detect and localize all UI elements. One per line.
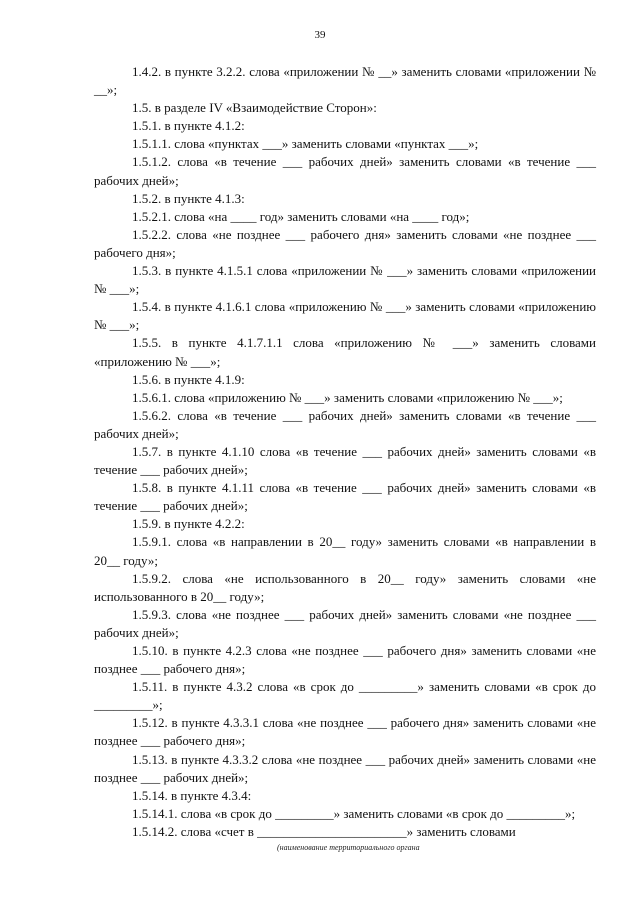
paragraph-1-5-1-2: 1.5.1.2. слова «в течение ___ рабочих дней» заменить словами «в течение ___ рабочих дней»; [94,154,600,188]
paragraph-1-5-1: 1.5.1. в пункте 4.1.2: [132,118,245,134]
document-body [94,63,600,841]
paragraph-1-5-12: 1.5.12. в пункте 4.3.3.1 слова «не позднее ___ рабочего дня» заменить словами «не позднее ___ рабочего дня»; [94,715,600,749]
paragraph-1-5-2: 1.5.2. в пункте 4.1.3: [132,190,245,206]
paragraph-1-5-4: 1.5.4. в пункте 4.1.6.1 слова «приложению № ___» заменить словами «приложению № ___»; [94,299,600,333]
paragraph-1-5: 1.5. в разделе IV «Взаимодействие Сторон»: [132,100,377,116]
paragraph-1-5-14: 1.5.14. в пункте 4.3.4: [132,787,252,803]
paragraph-1-5-2-2: 1.5.2.2. слова «не позднее ___ рабочего дня» заменить словами «не позднее ___ рабочего дня»; [94,226,600,260]
page-number: 39 [314,29,326,41]
paragraph-1-5-1-1: 1.5.1.1. слова «пунктах ___» заменить словами «пунктах ___»; [132,136,479,152]
paragraph-1-5-6-2: 1.5.6.2. слова «в течение ___ рабочих дней» заменить словами «в течение ___ рабочих дней»; [94,407,600,441]
paragraph-1-4-2: 1.4.2. в пункте 3.2.2. слова «приложении № __» заменить словами «приложении № __»; [94,64,600,98]
footnote-caption: (наименование территориального органа [277,843,420,852]
paragraph-1-5-6: 1.5.6. в пункте 4.1.9: [132,371,245,387]
paragraph-1-5-3: 1.5.3. в пункте 4.1.5.1 слова «приложении № ___» заменить словами «приложении № ___»; [94,263,600,297]
paragraph-1-5-9: 1.5.9. в пункте 4.2.2: [132,516,245,532]
paragraph-1-5-5: 1.5.5. в пункте 4.1.7.1.1 слова «приложению № ___» заменить словами «приложению № ___»; [94,335,600,369]
paragraph-1-5-9-2: 1.5.9.2. слова «не использованного в 20__ году» заменить словами «не использованного в 20__ году»; [94,570,600,604]
paragraph-1-5-2-1: 1.5.2.1. слова «на ____ год» заменить словами «на ____ год»; [132,208,470,224]
paragraph-1-5-8: 1.5.8. в пункте 4.1.11 слова «в течение ___ рабочих дней» заменить словами «в течение ___ рабочих дней»; [94,480,600,514]
paragraph-1-5-14-1: 1.5.14.1. слова «в срок до _________» заменить словами «в срок до _________»; [132,805,576,821]
paragraph-1-5-13: 1.5.13. в пункте 4.3.3.2 слова «не позднее ___ рабочих дней» заменить словами «не позднее ___ рабочих дней»; [94,751,600,785]
paragraph-1-5-14-2: 1.5.14.2. слова «счет в _______________________» заменить словами [132,823,516,839]
paragraph-1-5-7: 1.5.7. в пункте 4.1.10 слова «в течение ___ рабочих дней» заменить словами «в течение ___ рабочих дней»; [94,443,600,478]
paragraph-1-5-9-1: 1.5.9.1. слова «в направлении в 20__ году» заменить словами «в направлении в 20__ году»; [94,534,600,568]
paragraph-1-5-11: 1.5.11. в пункте 4.3.2 слова «в срок до _________» заменить словами «в срок до _________»; [94,679,600,713]
paragraph-1-5-9-3: 1.5.9.3. слова «не позднее ___ рабочих дней» заменить словами «не позднее ___ рабочих дней»; [94,606,600,640]
paragraph-1-5-6-1: 1.5.6.1. слова «приложению № ___» заменить словами «приложению № ___»; [132,389,563,405]
paragraph-1-5-10: 1.5.10. в пункте 4.2.3 слова «не позднее ___ рабочего дня» заменить словами «не позднее ___ рабочего дня»; [94,643,600,677]
